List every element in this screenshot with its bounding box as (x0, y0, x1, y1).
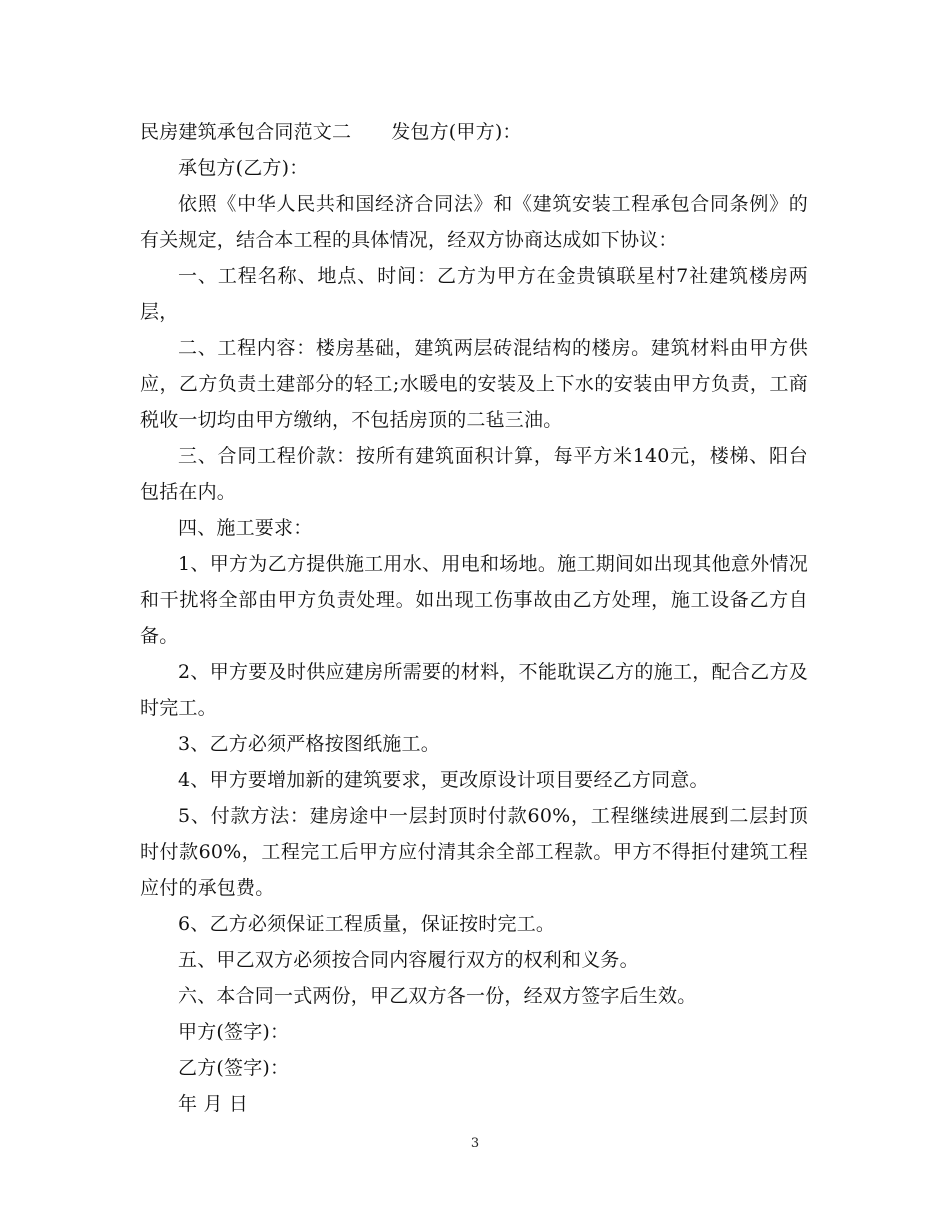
clause-construction-requirements: 四、施工要求： (178, 517, 313, 539)
party-a-signature: 甲方(签字)： (178, 1021, 290, 1043)
clause-copies-effect: 六、本合同一式两份，甲乙双方各一份，经双方签字后生效。 (178, 985, 697, 1007)
party-a-heading: 发包方(甲方)： (391, 121, 522, 143)
requirement-item-2: 2、甲方要及时供应建房所需要的材料，不能耽误乙方的施工，配合乙方及时完工。 (140, 661, 808, 719)
clause-rights-obligations: 五、甲乙双方必须按合同内容履行双方的权利和义务。 (178, 949, 639, 971)
requirement-item-1: 1、甲方为乙方提供施工用水、用电和场地。施工期间如出现其他意外情况和干扰将全部由甲方负责处理。如出现工伤事故由乙方处理，施工设备乙方自备。 (140, 553, 808, 647)
document-title-line (140, 114, 808, 150)
signature-date: 年 月 日 (178, 1093, 249, 1115)
party-b-heading: 承包方(乙方)： (178, 157, 309, 179)
party-b-signature: 乙方(签字)： (178, 1057, 290, 1079)
requirement-item-6: 6、乙方必须保证工程质量，保证按时完工。 (178, 913, 556, 935)
preamble-paragraph: 依照《中华人民共和国经济合同法》和《建筑安装工程承包合同条例》的有关规定，结合本工程的具体情况，经双方协商达成如下协议： (140, 193, 808, 251)
clause-contract-price: 三、合同工程价款：按所有建筑面积计算，每平方米140元，楼梯、阳台包括在内。 (140, 445, 808, 503)
document-title: 民房建筑承包合同范文二 (140, 121, 352, 143)
document-body (140, 114, 808, 1122)
requirement-item-5: 5、付款方法：建房途中一层封顶时付款60%，工程继续进展到二层封顶时付款60%，工程完工后甲方应付清其余全部工程款。甲方不得拒付建筑工程应付的承包费。 (140, 805, 808, 899)
requirement-item-3: 3、乙方必须严格按图纸施工。 (178, 733, 440, 755)
page-number: 3 (470, 1136, 480, 1151)
requirement-item-4: 4、甲方要增加新的建筑要求，更改原设计项目要经乙方同意。 (178, 769, 709, 791)
clause-project-name: 一、工程名称、地点、时间：乙方为甲方在金贵镇联星村7社建筑楼房两层， (140, 265, 808, 323)
clause-project-content: 二、工程内容：楼房基础，建筑两层砖混结构的楼房。建筑材料由甲方供应，乙方负责土建部分的轻工;水暖电的安装及上下水的安装由甲方负责，工商税收一切均由甲方缴纳，不包括房顶的二毡三油。 (140, 337, 808, 431)
